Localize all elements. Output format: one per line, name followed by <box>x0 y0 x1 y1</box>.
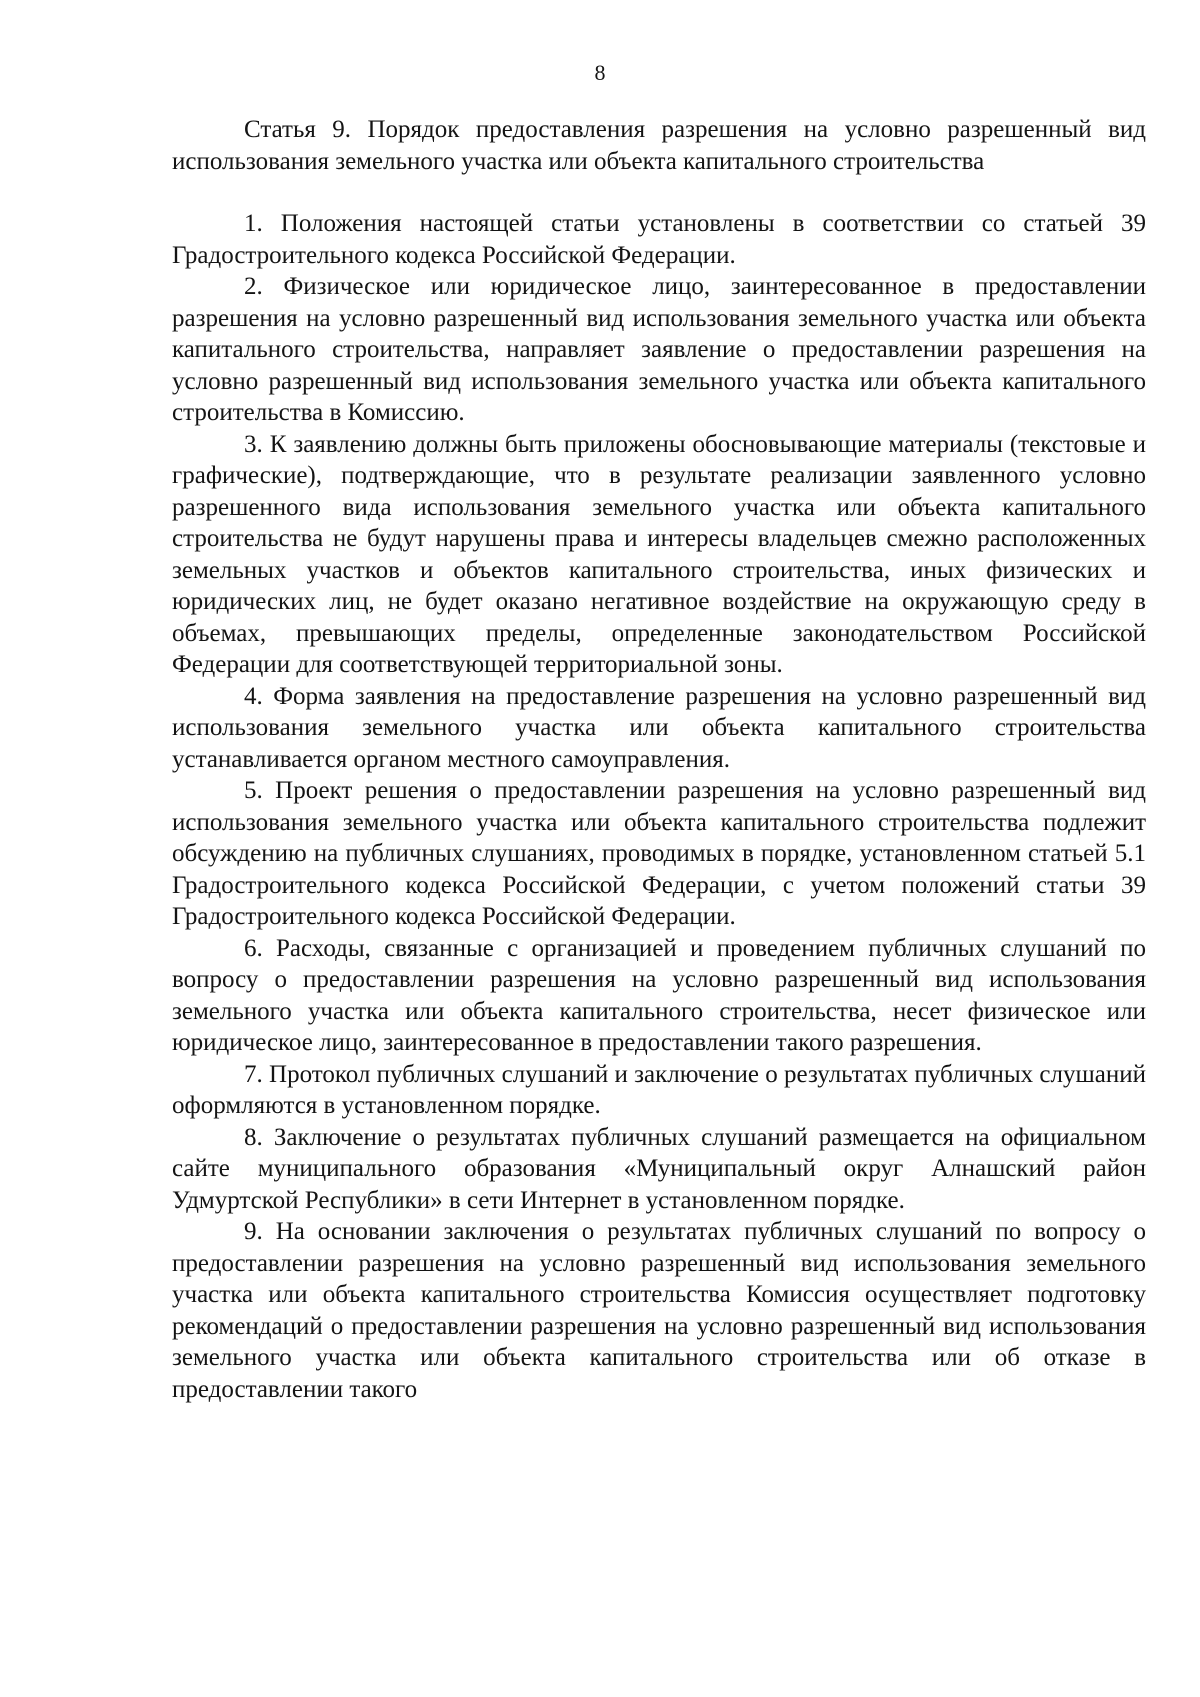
paragraph-6: 6. Расходы, связанные с организацией и проведением публичных слушаний по вопросу о предоставлении разрешения на условно разрешенный вид использования земельного участка или объекта капитального строительства, несет физическое или юридическое лицо, заинтересованное в предоставлении такого разрешения. <box>172 934 1146 1056</box>
paragraph-4: 4. Форма заявления на предоставление разрешения на условно разрешенный вид использования земельного участка или объекта капитального строительства устанавливается органом местного самоуправления. <box>172 682 1146 773</box>
paragraph-9: 9. На основании заключения о результатах публичных слушаний по вопросу о предоставлении разрешения на условно разрешенный вид использования земельного участка или объекта капитального строительства Комиссия осуществляет подготовку рекомендаций о предоставлении разрешения на условно разрешенный вид использования земельного участка или объекта капитального строительства или об отказе в предоставлении такого <box>172 1218 1146 1403</box>
paragraph-5: 5. Проект решения о предоставлении разрешения на условно разрешенный вид использования земельного участка или объекта капитального строительства подлежит обсуждению на публичных слушаниях, проводимых в порядке, установленном статьей 5.1 Градостроительного кодекса Российской Федерации, с учетом положений статьи 39 Градостроительного кодекса Российской Федерации. <box>172 777 1146 930</box>
paragraph-8: 8. Заключение о результатах публичных слушаний размещается на официальном сайте муниципального образования «Муниципальный округ Алнашский район Удмуртской Республики» в сети Интернет в установленном порядке. <box>172 1123 1146 1214</box>
page-number: 8 <box>594 60 606 85</box>
paragraph-7: 7. Протокол публичных слушаний и заключение о результатах публичных слушаний оформляются в установленном порядке. <box>172 1060 1146 1119</box>
document-body <box>172 114 1146 1405</box>
article-title: Статья 9. Порядок предоставления разрешения на условно разрешенный вид использования земельного участка или объекта капитального строительства <box>172 116 1146 175</box>
paragraph-1: 1. Положения настоящей статьи установлены в соответствии со статьей 39 Градостроительного кодекса Российской Федерации. <box>172 210 1146 269</box>
paragraph-3: 3. К заявлению должны быть приложены обосновывающие материалы (текстовые и графические), подтверждающие, что в результате реализации заявленного условно разрешенного вида использования земельного участка или объекта капитального строительства не будут нарушены права и интересы владельцев смежно расположенных земельных участков и объектов капитального строительства, иных физических и юридических лиц, не будет оказано негативное воздействие на окружающую среду в объемах, превышающих пределы, определенные законодательством Российской Федерации для соответствующей территориальной зоны. <box>172 430 1146 678</box>
paragraph-2: 2. Физическое или юридическое лицо, заинтересованное в предоставлении разрешения на условно разрешенный вид использования земельного участка или объекта капитального строительства, направляет заявление о предоставлении разрешения на условно разрешенный вид использования земельного участка или объекта капитального строительства в Комиссию. <box>172 273 1146 426</box>
